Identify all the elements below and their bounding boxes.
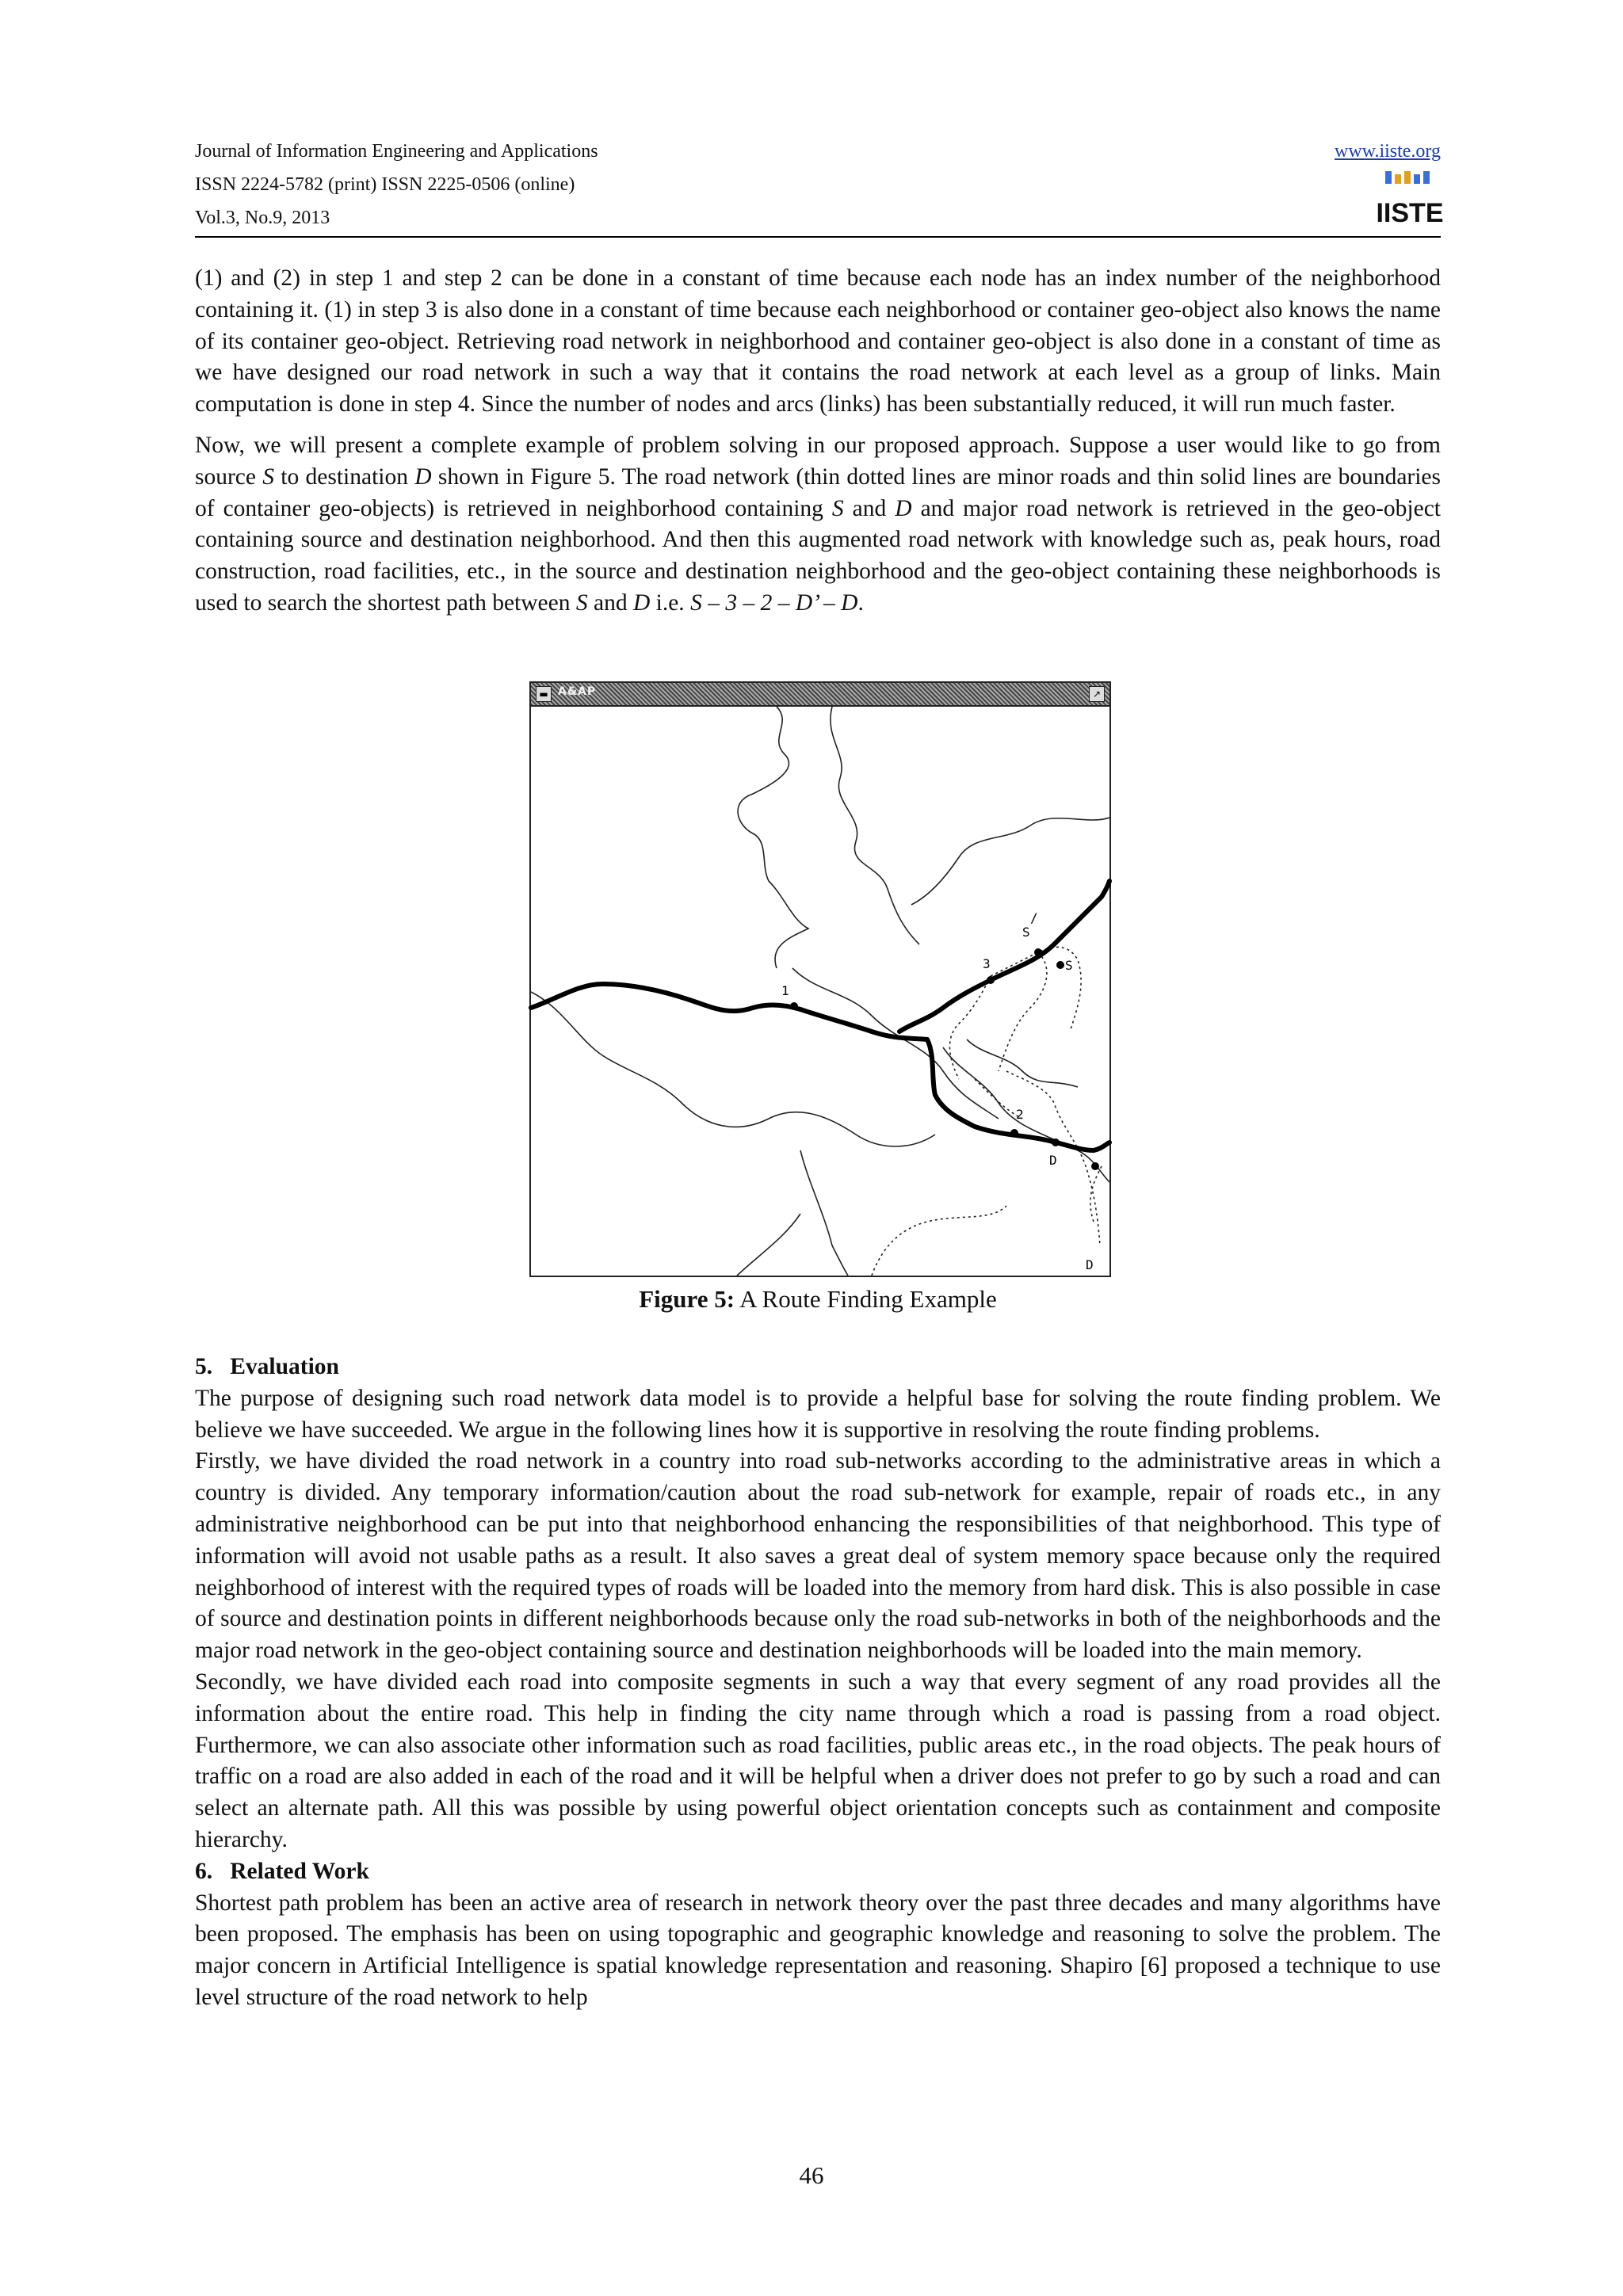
section-6-paragraph-1: Shortest path problem has been an active area of research in network theory over the past three decades and many algorithms have been proposed. The emphasis has been on using topographic and geographic knowledge and reasoning to solve the problem. The major concern in Artificial Intelligence is spatial knowledge representation and reasoning. Shapiro [6] proposed a technique to use level structure of the road network to help (195, 1890, 1441, 2010)
figure-window-title: A&AP (558, 685, 597, 698)
section-5-paragraph-3: Secondly, we have divided each road into composite segments in such a way that every segment of any road provides all the information about the entire road. This help in finding the city name through which a road is passing from a road object. Furthermore, we can also associate other information such as road facilities, public areas etc., in the road objects. The peak hours of traffic on a road are also added in each of the road and it will be helpful when a driver does not prefer to go by such a road and can select an alternate path. All this was possible by using powerful object orientation concepts such as containment and composite hierarchy. (195, 1669, 1441, 1852)
label-s-prime: S (1022, 925, 1030, 940)
logo-text: IISTE (1376, 198, 1444, 228)
journal-title: Journal of Information Engineering and Applications (195, 141, 598, 162)
minor-road (872, 1206, 1006, 1276)
figure-window-titlebar (531, 683, 1109, 707)
section-5-heading: 5. Evaluation (195, 1354, 339, 1379)
node-d-prime (1052, 1138, 1060, 1146)
node-s-prime (1034, 948, 1042, 956)
page-number: 46 (799, 2161, 824, 2189)
section-6-heading: 6. Related Work (195, 1858, 369, 1884)
journal-issn: ISSN 2224-5782 (print) ISSN 2225-0506 (online) (195, 174, 575, 195)
node-2 (1010, 1129, 1018, 1137)
paragraph-example: Now, we will present a complete example of problem solving in our proposed approach. Suppose a user would like to go from source S to destination D shown in Figure 5. The road network (thin dotted lines are minor roads and thin solid lines are boundaries of container geo-objects) is retrieved in neighborhood containing S and D and major road network is retrieved in the geo-object containing source and destination neighborhood. And then this augmented road network with knowledge such as, peak hours, road construction, road facilities, etc., in the source and destination neighborhood and the geo-object containing these neighborhoods is used to search the shortest path between S and D i.e. S – 3 – 2 – D’ – D. (195, 432, 1442, 616)
label-s-prime-mark: / (1030, 910, 1038, 925)
boundary-line (738, 707, 808, 968)
minor-road (1090, 1166, 1102, 1222)
route-nodes (790, 948, 1099, 1170)
figure-caption-label: Figure 5: (639, 1285, 735, 1313)
minor-road (999, 952, 1047, 1071)
label-d-prime: D (1049, 1153, 1057, 1168)
node-d (1091, 1162, 1099, 1170)
boundary-line (943, 1047, 1109, 1182)
label-node-1: 1 (781, 983, 789, 998)
iiste-logo-icon (1376, 170, 1444, 228)
node-1 (790, 1002, 798, 1010)
intro-text (195, 263, 1441, 620)
page-header (195, 135, 1444, 238)
major-road (899, 881, 1109, 1032)
figure-caption-text: A Route Finding Example (735, 1285, 997, 1313)
section-5-paragraph-1: The purpose of designing such road network data model is to provide a helpful base for solving the route finding problem. We believe we have succeeded. We argue in the following lines how it is supportive in resolving the route finding problems. (195, 1385, 1441, 1443)
figure-caption (195, 1283, 1441, 1315)
boundary-line (800, 1150, 848, 1276)
boundary-line (967, 1039, 1078, 1087)
boundary-lines (531, 707, 1109, 1276)
section-5-paragraph-2: Firstly, we have divided the road network in a country into road sub-networks according to the administrative areas in which a country is divided. Any temporary information/caution about the road sub-network for example, repair of roads etc., in any administrative neighborhood can be put into that neighborhood enhancing the responsibilities of that neighborhood. This type of information will avoid not usable paths as a result. It also saves a great deal of system memory space because only the required neighborhood of interest with the required types of roads will be loaded into the memory from hard disk. This is also possible in case of source and destination points in different neighborhoods because only the road sub-networks in both of the neighborhoods and the major road network in the geo-object containing source and destination neighborhoods will be loaded into the main memory. (195, 1448, 1441, 1664)
label-node-3: 3 (983, 956, 991, 971)
label-s: S (1065, 958, 1073, 973)
window-resize-icon: ↗ (1089, 686, 1105, 702)
shortest-path-text: S – 3 – 2 – D’ – D (690, 589, 858, 616)
section-text (195, 1352, 1441, 2014)
boundary-line (531, 992, 935, 1146)
header-right (1335, 135, 1441, 168)
boundary-line (911, 818, 1109, 905)
site-link[interactable]: www.iiste.org (1335, 141, 1441, 162)
figure-5 (529, 681, 1111, 1277)
label-d: D (1086, 1257, 1094, 1272)
route-map (531, 707, 1109, 1276)
node-3 (987, 976, 995, 984)
paragraph-step-complexity: (1) and (2) in step 1 and step 2 can be done in a constant of time because each node has an index number of the neighborhood containing it. (1) in step 3 is also done in a constant of time because each neighborhood or container geo-object also knows the name of its container geo-object. Retrieving road network in neighborhood and container geo-object is also done in a constant of time as we have designed our road network in such a way that it contains the road network at each level as a group of links. Main computation is done in step 4. Since the number of nodes and arcs (links) has been substantially reduced, it will run much faster. (195, 265, 1441, 418)
boundary-line (737, 1214, 800, 1276)
journal-volume: Vol.3, No.9, 2013 (195, 208, 330, 228)
major-road (927, 1039, 1109, 1150)
journal-info (195, 135, 598, 235)
window-menu-icon: ▬ (536, 686, 552, 702)
label-node-2: 2 (1016, 1107, 1024, 1122)
node-s (1056, 961, 1064, 969)
boundary-line (831, 707, 919, 944)
